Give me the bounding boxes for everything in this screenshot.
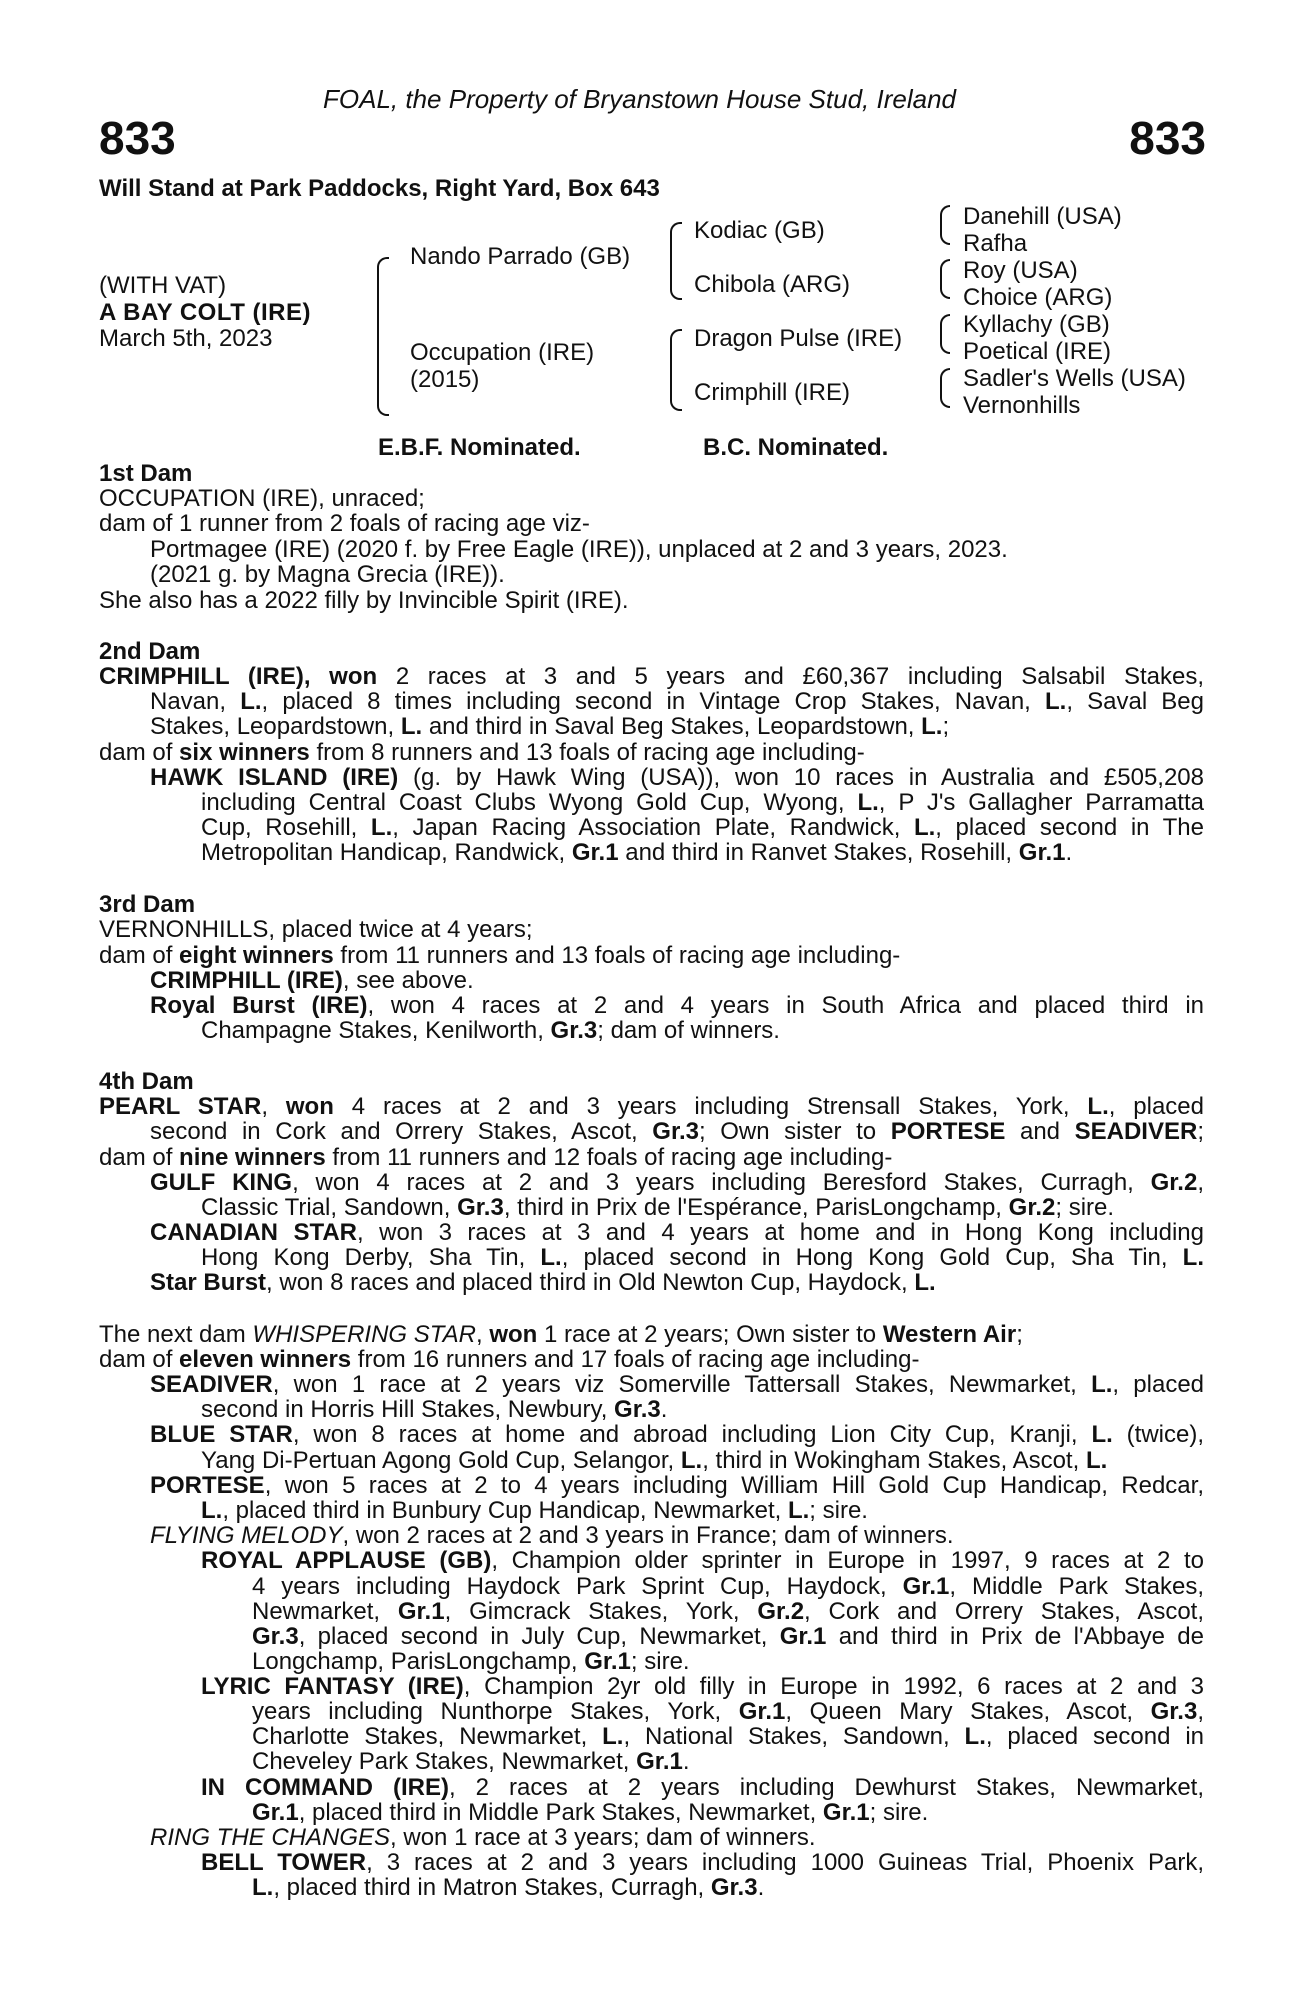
next-dam-line: BELL TOWER, 3 races at 2 and 3 years including 1000 Guineas Trial, Phoenix Park, bbox=[201, 1849, 1204, 1876]
next-dam-line: Gr.1, placed third in Middle Park Stakes, Newmarket, Gr.1; sire. bbox=[252, 1799, 929, 1826]
vat-note: (WITH VAT) bbox=[99, 272, 227, 299]
next-dam-line: BLUE STAR, won 8 races at home and abroad including Lion City Cup, Kranji, L. (twice), bbox=[150, 1421, 1205, 1448]
gen3-7: Sadler's Wells (USA) bbox=[963, 365, 1186, 392]
dam-dam-name: Crimphill (IRE) bbox=[694, 379, 850, 406]
horse-name: A BAY COLT (IRE) bbox=[99, 299, 312, 326]
pedigree-brace-ds bbox=[940, 314, 950, 354]
first-dam-line: OCCUPATION (IRE), unraced; bbox=[99, 485, 425, 512]
fourth-dam-heading: 4th Dam bbox=[99, 1068, 194, 1095]
second-dam-line: CRIMPHILL (IRE), won 2 races at 3 and 5 years and £60,367 including Salsabil Stakes, bbox=[99, 663, 1205, 690]
third-dam-line: CRIMPHILL (IRE), see above. bbox=[150, 967, 474, 994]
next-dam-line: Newmarket, Gr.1, Gimcrack Stakes, York, Gr.2, Cork and Orrery Stakes, Ascot, bbox=[252, 1598, 1205, 1625]
gen3-1: Danehill (USA) bbox=[963, 203, 1122, 230]
next-dam-line: Cheveley Park Stakes, Newmarket, Gr.1. bbox=[252, 1748, 690, 1775]
second-dam-line: Navan, L., placed 8 times including second in Vintage Crop Stakes, Navan, L., Saval Beg bbox=[150, 688, 1204, 715]
next-dam-line: SEADIVER, won 1 race at 2 years viz Somerville Tattersall Stakes, Newmarket, L., placed bbox=[150, 1371, 1205, 1398]
gen3-4: Choice (ARG) bbox=[963, 284, 1113, 311]
next-dam-line: L., placed third in Bunbury Cup Handicap, Newmarket, L.; sire. bbox=[201, 1497, 868, 1524]
dam-name: Occupation (IRE) bbox=[410, 339, 595, 366]
next-dam-line: years including Nunthorpe Stakes, York, Gr.1, Queen Mary Stakes, Ascot, Gr.3, bbox=[252, 1698, 1204, 1725]
lot-number-right: 833 bbox=[1129, 112, 1206, 164]
fourth-dam-line: second in Cork and Orrery Stakes, Ascot, Gr.3; Own sister to PORTESE and SEADIVER; bbox=[150, 1118, 1204, 1145]
dam-foaling-year: (2015) bbox=[410, 366, 480, 393]
dam-sire-name: Dragon Pulse (IRE) bbox=[694, 325, 903, 352]
next-dam-line: Gr.3, placed second in July Cup, Newmarket, Gr.1 and third in Prix de l'Abbaye de bbox=[252, 1623, 1204, 1650]
second-dam-heading: 2nd Dam bbox=[99, 638, 201, 665]
fourth-dam-line: Star Burst, won 8 races and placed third in Old Newton Cup, Haydock, L. bbox=[150, 1269, 936, 1296]
third-dam-line: Champagne Stakes, Kenilworth, Gr.3; dam of winners. bbox=[201, 1017, 780, 1044]
first-dam-line: Portmagee (IRE) (2020 f. by Free Eagle (IRE)), unplaced at 2 and 3 years, 2023. bbox=[150, 536, 1008, 563]
second-dam-line: dam of six winners from 8 runners and 13 foals of racing age including- bbox=[99, 739, 865, 766]
third-dam-line: Royal Burst (IRE), won 4 races at 2 and 4 years in South Africa and placed third in bbox=[150, 992, 1205, 1019]
next-dam-line: Charlotte Stakes, Newmarket, L., National Stakes, Sandown, L., placed second in bbox=[252, 1723, 1204, 1750]
gen3-3: Roy (USA) bbox=[963, 257, 1078, 284]
next-dam-line: ROYAL APPLAUSE (GB), Champion older sprinter in Europe in 1997, 9 races at 2 to bbox=[201, 1547, 1204, 1574]
fourth-dam-line: Hong Kong Derby, Sha Tin, L., placed second in Hong Kong Gold Cup, Sha Tin, L. bbox=[201, 1244, 1204, 1271]
pedigree-brace-ss bbox=[940, 205, 950, 245]
next-dam-line: Longchamp, ParisLongchamp, Gr.1; sire. bbox=[252, 1648, 690, 1675]
sire-sire-name: Kodiac (GB) bbox=[694, 217, 825, 244]
pedigree-brace-dam bbox=[670, 329, 682, 411]
gen3-6: Poetical (IRE) bbox=[963, 338, 1112, 365]
fourth-dam-line: GULF KING, won 4 races at 2 and 3 years including Beresford Stakes, Curragh, Gr.2, bbox=[150, 1169, 1204, 1196]
next-dam-line: 4 years including Haydock Park Sprint Cup, Haydock, Gr.1, Middle Park Stakes, bbox=[252, 1573, 1204, 1600]
foaling-date: March 5th, 2023 bbox=[99, 325, 273, 352]
next-dam-line: PORTESE, won 5 races at 2 to 4 years including William Hill Gold Cup Handicap, Redcar, bbox=[150, 1472, 1204, 1499]
next-dam-line: IN COMMAND (IRE), 2 races at 2 years including Dewhurst Stakes, Newmarket, bbox=[201, 1774, 1205, 1801]
stand-location: Will Stand at Park Paddocks, Right Yard, Box 643 bbox=[99, 175, 660, 202]
next-dam-line: L., placed third in Matron Stakes, Curragh, Gr.3. bbox=[252, 1874, 765, 1901]
first-dam-line: She also has a 2022 filly by Invincible Spirit (IRE). bbox=[99, 587, 629, 614]
next-dam-line: dam of eleven winners from 16 runners and 17 foals of racing age including- bbox=[99, 1346, 920, 1373]
next-dam-line: RING THE CHANGES, won 1 race at 3 years; dam of winners. bbox=[150, 1824, 816, 1851]
ebf-nomination: E.B.F. Nominated. bbox=[378, 434, 581, 461]
gen3-5: Kyllachy (GB) bbox=[963, 311, 1110, 338]
page-title: FOAL, the Property of Bryanstown House Stud, Ireland bbox=[323, 84, 956, 114]
gen3-2: Rafha bbox=[963, 230, 1028, 257]
next-dam-line: LYRIC FANTASY (IRE), Champion 2yr old filly in Europe in 1992, 6 races at 2 and 3 bbox=[201, 1673, 1204, 1700]
next-dam-line: Yang Di-Pertuan Agong Gold Cup, Selangor, L., third in Wokingham Stakes, Ascot, L. bbox=[201, 1447, 1108, 1474]
fourth-dam-line: dam of nine winners from 11 runners and 12 foals of racing age including- bbox=[99, 1144, 893, 1171]
third-dam-line: VERNONHILLS, placed twice at 4 years; bbox=[99, 916, 533, 943]
next-dam-line: second in Horris Hill Stakes, Newbury, Gr.3. bbox=[201, 1396, 668, 1423]
sire-name: Nando Parrado (GB) bbox=[410, 243, 631, 270]
lot-number-left: 833 bbox=[99, 112, 176, 164]
next-dam-line: FLYING MELODY, won 2 races at 2 and 3 years in France; dam of winners. bbox=[150, 1522, 954, 1549]
fourth-dam-line: CANADIAN STAR, won 3 races at 3 and 4 years at home and in Hong Kong including bbox=[150, 1219, 1205, 1246]
first-dam-heading: 1st Dam bbox=[99, 460, 193, 487]
sire-dam-name: Chibola (ARG) bbox=[694, 271, 851, 298]
second-dam-line: Cup, Rosehill, L., Japan Racing Association Plate, Randwick, L., placed second in The bbox=[201, 814, 1204, 841]
next-dam-line: The next dam WHISPERING STAR, won 1 race at 2 years; Own sister to Western Air; bbox=[99, 1321, 1023, 1348]
pedigree-brace-main bbox=[377, 257, 389, 416]
pedigree-brace-sd bbox=[940, 259, 950, 299]
third-dam-heading: 3rd Dam bbox=[99, 891, 196, 918]
first-dam-line: dam of 1 runner from 2 foals of racing age viz- bbox=[99, 510, 590, 537]
gen3-8: Vernonhills bbox=[963, 392, 1081, 419]
pedigree-brace-dd bbox=[940, 368, 950, 408]
third-dam-line: dam of eight winners from 11 runners and 13 foals of racing age including- bbox=[99, 942, 901, 969]
second-dam-line: including Central Coast Clubs Wyong Gold Cup, Wyong, L., P J's Gallagher Parramatta bbox=[201, 789, 1204, 816]
pedigree-brace-sire bbox=[670, 222, 682, 300]
fourth-dam-line: Classic Trial, Sandown, Gr.3, third in Prix de l'Espérance, ParisLongchamp, Gr.2; sire. bbox=[201, 1194, 1115, 1221]
bc-nomination: B.C. Nominated. bbox=[703, 434, 889, 461]
second-dam-line: Stakes, Leopardstown, L. and third in Saval Beg Stakes, Leopardstown, L.; bbox=[150, 713, 950, 740]
second-dam-line: HAWK ISLAND (IRE) (g. by Hawk Wing (USA)), won 10 races in Australia and £505,208 bbox=[150, 764, 1205, 791]
first-dam-line: (2021 g. by Magna Grecia (IRE)). bbox=[150, 561, 505, 588]
fourth-dam-line: PEARL STAR, won 4 races at 2 and 3 years including Strensall Stakes, York, L., placed bbox=[99, 1093, 1205, 1120]
second-dam-line: Metropolitan Handicap, Randwick, Gr.1 and third in Ranvet Stakes, Rosehill, Gr.1. bbox=[201, 839, 1073, 866]
